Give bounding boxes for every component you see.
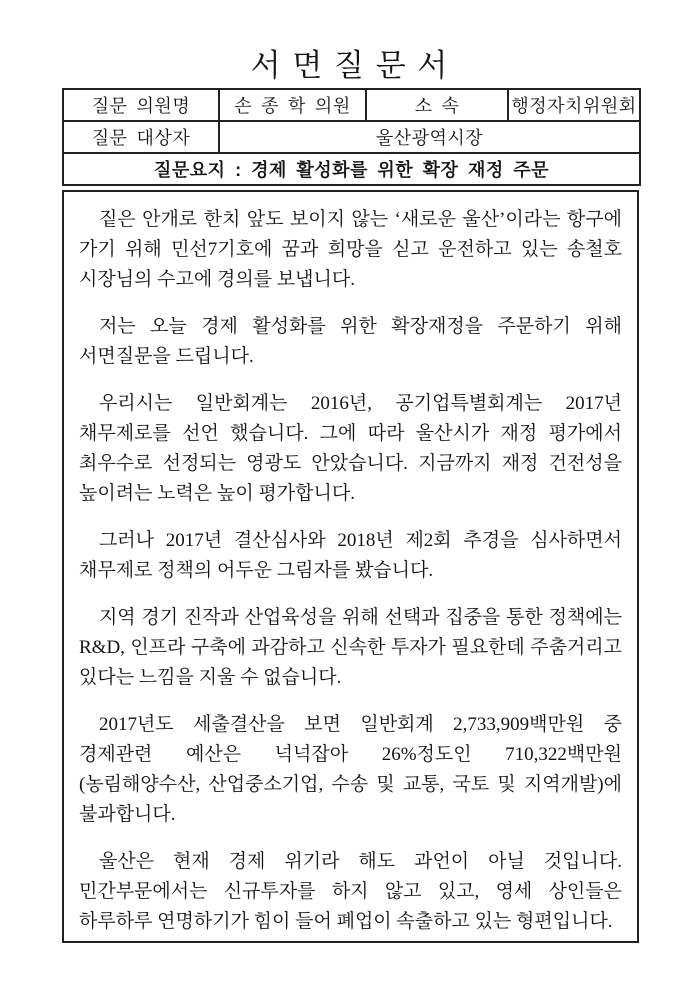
target-value-cell: 울산광역시장: [219, 121, 640, 153]
table-row: [63, 89, 640, 121]
body-paragraph: 그러나 2017년 결산심사와 2018년 제2회 추경을 심사하면서 채무제로 정책의 어두운 그림자를 봤습니다.: [79, 530, 622, 581]
body-paragraph: 울산은 현재 경제 위기라 해도 과언이 아닐 것입니다. 민간부문에서는 신규투자를 하지 않고 있고, 영세 상인들은 하루하루 연명하기가 힘이 들어 폐업이 속출하고 있는 형편입니다.: [79, 851, 622, 932]
summary-text: 경제 활성화를 위한 확장 재정 주문: [251, 160, 549, 180]
affiliation-value-cell: 행정자치위원회: [508, 89, 640, 121]
table-row: [63, 121, 640, 153]
question-summary-cell: [63, 153, 640, 185]
document-title: 서 면 질 문 서: [250, 48, 450, 83]
member-name-cell: 손 종 학 의원: [219, 89, 366, 121]
body-paragraph: 지역 경기 진작과 산업육성을 위해 선택과 집중을 통한 정책에는 R&D, 인프라 구축에 과감하고 신속한 투자가 필요한데 주춤거리고 있다는 느낌을 지울 수 없습니다.: [79, 607, 622, 688]
question-body: [62, 190, 639, 943]
body-paragraph: 우리시는 일반회계는 2016년, 공기업특별회계는 2017년 채무제로를 선언 했습니다. 그에 따라 울산시가 재정 평가에서 최우수로 선정되는 영광도 안았습니다. 지금까지 재정 건전성을 높이려는 노력은 높이 평가합니다.: [79, 393, 622, 504]
table-row: [63, 153, 640, 185]
member-label-cell: 질문 의원명: [63, 89, 219, 121]
summary-label: 질문요지: [154, 160, 226, 180]
affiliation-label-cell: 소 속: [366, 89, 508, 121]
body-paragraph: 저는 오늘 경제 활성화를 위한 확장재정을 주문하기 위해 서면질문을 드립니다.: [79, 316, 622, 367]
target-label-cell: 질문 대상자: [63, 121, 219, 153]
body-paragraph: 2017년도 세출결산을 보면 일반회계 2,733,909백만원 중 경제관련 예산은 넉넉잡아 26%정도인 710,322백만원(농림해양수산, 산업중소기업, 수송 및 교통, 국토 및 지역개발)에 불과합니다.: [79, 714, 622, 825]
body-paragraph: 짙은 안개로 한치 앞도 보이지 않는 ‘새로운 울산’이라는 항구에 가기 위해 민선7기호에 꿈과 희망을 싣고 운전하고 있는 송철호 시장님의 수고에 경의를 보냅니다.: [79, 209, 622, 290]
question-info-table: [62, 88, 641, 186]
summary-separator: :: [225, 160, 252, 180]
